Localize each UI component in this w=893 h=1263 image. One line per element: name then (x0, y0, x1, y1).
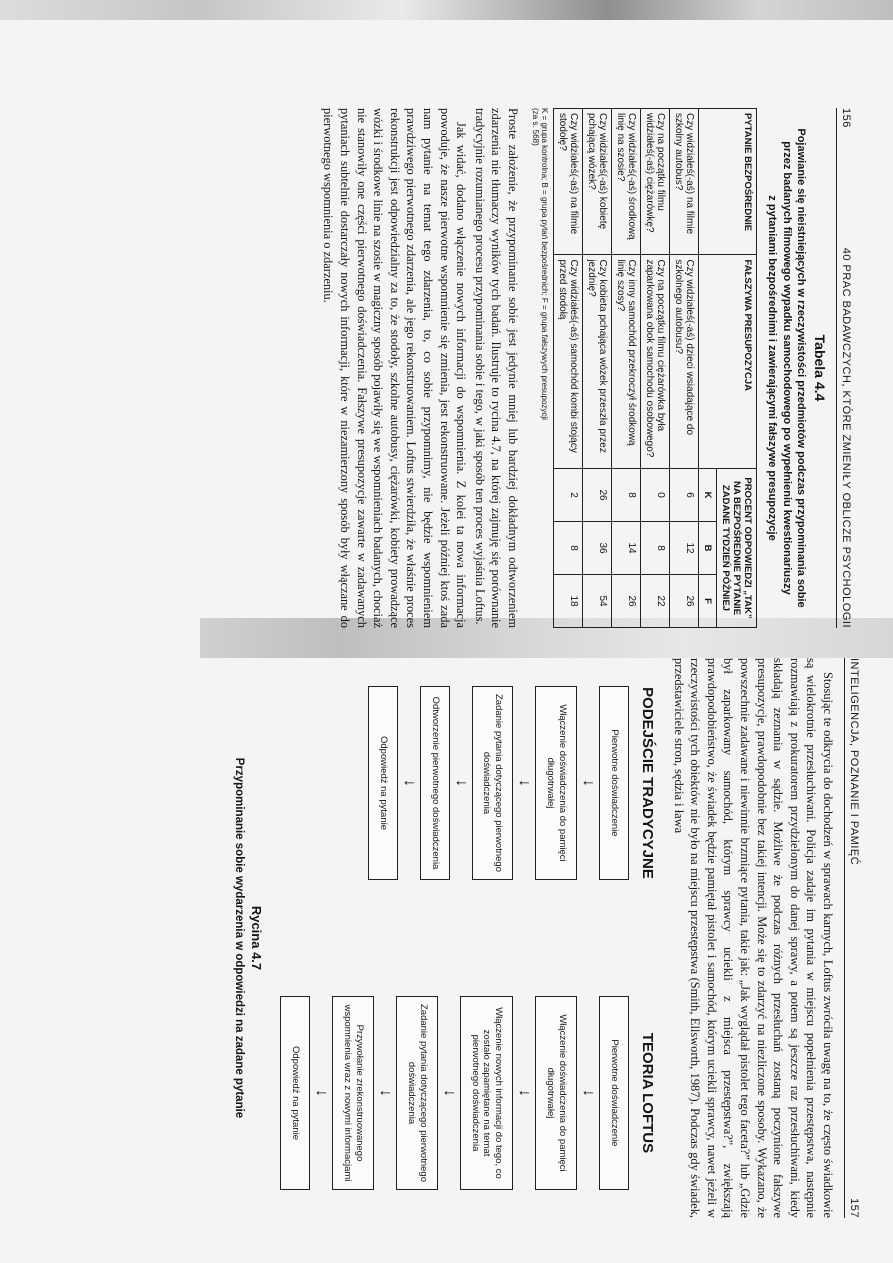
table-caption-line: Pojawianie się nieistniejących w rzeczywistości przedmiotów podczas przypominania sobie (795, 128, 807, 608)
cell-f: 22 (641, 575, 670, 628)
cell-direct: Czy widziałeś(-aś) na filmie szkolny autobus? (670, 109, 699, 255)
flow-step: Odtworzenie pierwotnego doświadczenia (420, 686, 450, 880)
traditional-title: PODEJŚCIE TRADYCYJNE (638, 687, 656, 879)
table-row (641, 109, 670, 628)
table-row (583, 109, 612, 628)
table-legend: K = grupa kontrolna; B = grupa pytań bezpośrednich; F = grupa fałszywych presupozycji (540, 108, 550, 420)
cell-k: 8 (612, 469, 641, 522)
cell-f: 26 (612, 575, 641, 628)
header-k: K (699, 469, 717, 522)
flow-step: Włączenie doświadczenia do pamięci długotrwałej (535, 686, 577, 880)
cell-f: 26 (670, 575, 699, 628)
cell-k: 6 (670, 469, 699, 522)
flow-step: Zadanie pytania dotyczącego pierwotnego doświadczenia (472, 686, 514, 880)
flow-step: Pierwotne doświadczenie (599, 686, 629, 880)
page-157 (40, 658, 860, 1218)
loftus-column (280, 968, 656, 1218)
flow-step: Przywołanie zrekonstruowanego wspomnienia wraz z nowymi informacjami (332, 996, 374, 1190)
arrow-down-icon: ↓ (516, 1089, 534, 1097)
flow-step: Pierwotne doświadczenie (599, 996, 629, 1190)
cell-direct: Czy widziałeś(-aś) kobietę pchającą wózek? (583, 109, 612, 255)
cell-b: 12 (670, 522, 699, 575)
table-caption-line: z pytaniami bezpośrednimi i zawierającymi fałszywe presupozycje (766, 195, 779, 541)
page-number: 156 (840, 108, 852, 128)
flow-step: Zadanie pytania dotyczącego pierwotnego doświadczenia (396, 996, 438, 1190)
figure-4-7 (280, 658, 656, 1218)
cell-k: 2 (554, 469, 583, 522)
paragraph: Proste założenie, że przypominanie sobie jest jedynie mniej lub bardziej dokładnym odtworzeniem zdarzenia nie tłumaczy wyników tych badań. Ilustruje to rycina 4.7, na której zajmuję się porównanie tradycyjnie rozumianego procesu przypominania sobie i tego, w jaki sposób ten proces wyjaśnia Loftus. (472, 108, 521, 628)
cell-false: Czy na początku filmu ciężarówka była zaparkowana obok samochodu osobowego? (641, 255, 670, 469)
table-note (531, 108, 549, 628)
arrow-down-icon: ↓ (400, 779, 418, 787)
cell-b: 36 (583, 522, 612, 575)
arrow-down-icon: ↓ (580, 779, 598, 787)
header-f: F (699, 575, 717, 628)
arrow-down-icon: ↓ (580, 1089, 598, 1097)
header-percent-yes: PROCENT ODPOWIEDZI „TAK” NA BEZPOŚREDNIE PYTANIE ZADANE TYDZIEŃ PÓŹNIEJ (717, 469, 757, 628)
running-head-156 (836, 108, 852, 628)
arrow-down-icon: ↓ (313, 1089, 331, 1097)
figure-caption: Przypominanie sobie wydarzenia w odpowiedzi na zadane pytanie (233, 757, 246, 1119)
cell-false: Czy widziałeś(-aś) samochód kombi stojący przed stodołą (554, 255, 583, 469)
arrow-down-icon: ↓ (376, 1089, 394, 1097)
flow-step: Odpowiedź na pytanie (280, 996, 310, 1190)
results-table (553, 108, 757, 628)
cell-false: Czy inny samochód przekroczył środkową linię szosy? (612, 255, 641, 469)
table-caption-line: przez badanych filmowego wypadku samochodowego po wypełnieniu kwestionariuszy (780, 141, 793, 595)
page-number: 157 (848, 1198, 860, 1218)
cell-false: Czy widziałeś(-aś) dzieci wsiadające do szkolnego autobusu? (670, 255, 699, 469)
flow-step: Włączenie nowych informacji do tego, co zostało zapamiętane na temat pierwotnego doświadczenia (460, 996, 514, 1190)
cell-direct: Czy na początku filmu widziałeś(-aś) ciężarówkę? (641, 109, 670, 255)
cell-b: 8 (554, 522, 583, 575)
running-head-title: INTELIGENCJA, POZNANIE I PAMIĘĆ (848, 658, 860, 866)
cell-b: 8 (641, 522, 670, 575)
loftus-title: TEORIA LOFTUS (638, 1032, 656, 1154)
cell-direct: Czy widziałeś(-aś) środkową linię na szosie? (612, 109, 641, 255)
cell-k: 26 (583, 469, 612, 522)
paragraph: Jak widać, dodano włączenie nowych informacji do wspomnienia. Z kolei ta nowa informacja powoduje, że nasze pierwotne wspomnienie się zmienia, jest rekonstruowane. Jeżeli później ktoś zada nam pytanie na temat tego zdarzenia, to, co sobie przypomnimy, nie będzie wspomnieniem prawdziwego pierwotnego zdarzenia, ale jego rekonstruowaniem. Loftus stwierdziła, że właśnie proces rekonstrukcji jest odpowiedzialny za to, że stodoły, szkolne autobusy, ciężarówki, kobiety prowadzące wózki i środkowe linie na szosie w magiczny sposób pojawiły się we wspomnieniach badanych, chociaż nie stanowiły one części pierwotnego doświadczenia. Fałszywe presupozycje zawarte w zadawanych pytaniach subtelnie dostarczały nowych informacji, które w niezamierzony sposób były włączane do pierwotnego wspomnienia o zdarzeniu. (321, 108, 469, 628)
cell-b: 14 (612, 522, 641, 575)
cell-f: 54 (583, 575, 612, 628)
table-title: Tabela 4.4 (812, 334, 828, 402)
traditional-column (280, 658, 656, 908)
arrow-down-icon: ↓ (452, 779, 470, 787)
cell-false: Czy kobieta pchająca wózek przeszła przez jezdnię? (583, 255, 612, 469)
table-row (612, 109, 641, 628)
flow-step: Włączenie doświadczenia do pamięci długotrwałej (535, 996, 577, 1190)
table-row (554, 109, 583, 628)
paragraph: Stosując te odkrycia do dochodzeń w sprawach karnych, Loftus zwróciła uwagę na to, że często świadkowie są wielokrotnie przesłuchiwani. Policja zadaje im pytania w miejscu popełnienia przestępstwa, następnie rozmawiają z prokuratorem przydzielonym do danej sprawy, a potem są jeszcze raz przesłuchiwani, kiedy składają zeznania w sądzie. Możliwe że podczas różnych przesłuchań zostaną poczynione fałszywe presupozycje, prawdopodobnie bez takiej intencji. Może się to zdarzyć na niezliczone sposoby. Wykazano, że powszechnie zadawane i niewinnie brzmiące pytania, takie jak: „Jak wyglądał pistolet tego faceta?” lub „Gdzie był zaparkowany samochód, którym sprawcy uciekli z miejsca przestępstwa?”, zwiększają prawdopodobieństwo, że świadek będzie pamiętał pistolet i samochód, którym uciekli sprawcy, nawet jeżeli w rzeczywistości tych obiektów nie było na miejscu przestępstwa (Smith, Ellsworth, 1987). Podczas gdy świadek, przedstawiciele stron, sędzia i ława (671, 658, 835, 1218)
arrow-down-icon: ↓ (440, 1089, 458, 1097)
page-156 (232, 108, 852, 628)
header-false-presupposition: FAŁSZYWA PRESUPOZYCJA (699, 255, 757, 469)
table-header-row (717, 109, 757, 628)
cell-f: 18 (554, 575, 583, 628)
header-b: B (699, 522, 717, 575)
figure-number: Rycina 4.7 (249, 905, 265, 971)
arrow-down-icon: ↓ (516, 779, 534, 787)
table-row (670, 109, 699, 628)
header-direct-question: PYTANIE BEZPOŚREDNIE (699, 109, 757, 255)
running-head-157 (844, 658, 860, 1218)
flow-step: Odpowiedź na pytanie (368, 686, 398, 880)
running-head-title: 40 PRAC BADAWCZYCH, KTÓRE ZMIENIŁY OBLICZE PSYCHOLOGII (840, 247, 852, 628)
scan-shadow-top (0, 0, 893, 20)
table-source: (za s. 568) (531, 108, 541, 146)
cell-direct: Czy widziałeś(-aś) na filmie stodołę? (554, 109, 583, 255)
cell-k: 0 (641, 469, 670, 522)
table-caption (765, 128, 808, 608)
